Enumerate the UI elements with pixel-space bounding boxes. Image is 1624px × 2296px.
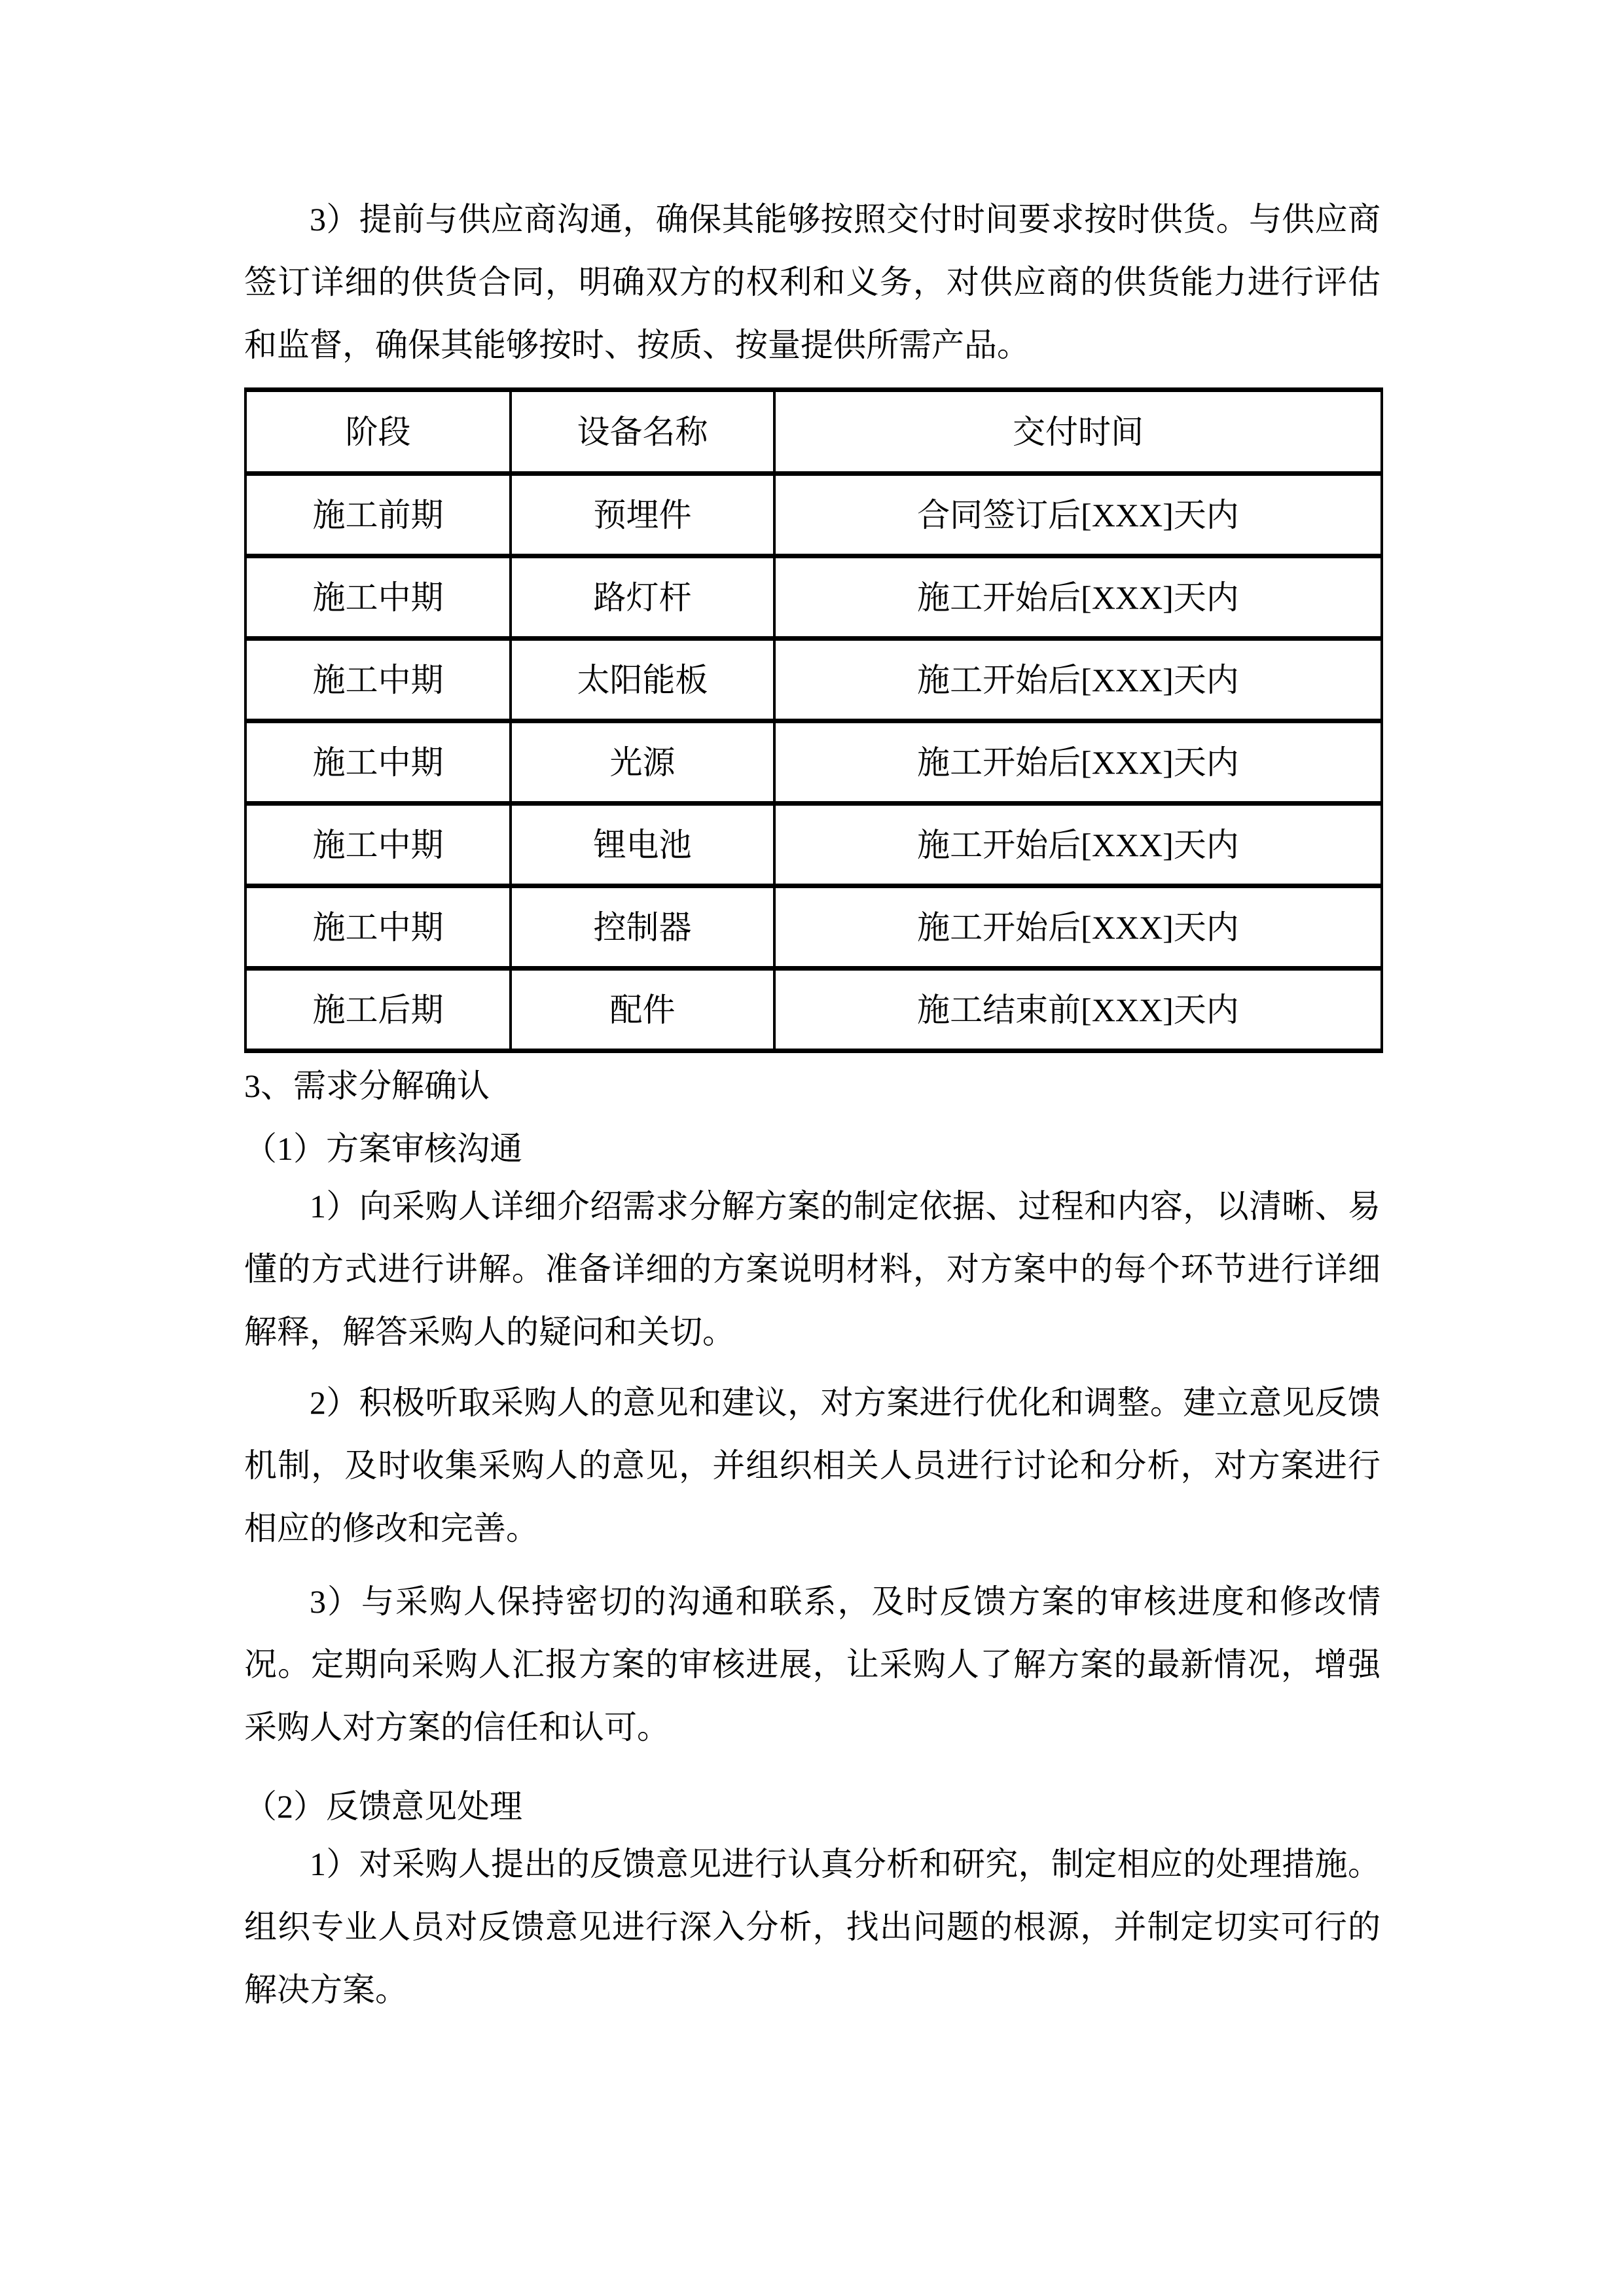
table-cell-equipment: 锂电池 bbox=[511, 804, 774, 886]
table-row bbox=[245, 886, 1382, 969]
paragraph-supplier-delivery: 3）提前与供应商沟通，确保其能够按照交付时间要求按时供货。与供应商签订详细的供货合同，明确双方的权利和义务，对供应商的供货能力进行评估和监督，确保其能够按时、按质、按量提供所需产品。 bbox=[244, 201, 1380, 363]
table-header-row bbox=[245, 390, 1382, 474]
table-cell-delivery-time: 施工开始后[XXX]天内 bbox=[774, 556, 1382, 639]
table-header-stage: 阶段 bbox=[245, 390, 511, 474]
table-cell-equipment: 太阳能板 bbox=[511, 639, 774, 721]
delivery-schedule-table bbox=[244, 387, 1383, 1053]
table-cell-equipment: 配件 bbox=[511, 969, 774, 1051]
table-row bbox=[245, 721, 1382, 804]
table-cell-stage: 施工中期 bbox=[245, 721, 511, 804]
table-cell-delivery-time: 施工开始后[XXX]天内 bbox=[774, 804, 1382, 886]
table-row bbox=[245, 969, 1382, 1051]
table-cell-stage: 施工后期 bbox=[245, 969, 511, 1051]
table-row bbox=[245, 639, 1382, 721]
table-cell-stage: 施工中期 bbox=[245, 886, 511, 969]
table-cell-stage: 施工中期 bbox=[245, 639, 511, 721]
table-row bbox=[245, 474, 1382, 556]
section-heading-requirement-decomposition: 3、需求分解确认 bbox=[244, 1067, 490, 1104]
table-cell-delivery-time: 施工开始后[XXX]天内 bbox=[774, 639, 1382, 721]
table-cell-equipment: 光源 bbox=[511, 721, 774, 804]
subsection-heading-feedback-handling: （2）反馈意见处理 bbox=[244, 1788, 522, 1825]
table-row bbox=[245, 556, 1382, 639]
table-row bbox=[245, 804, 1382, 886]
table-cell-equipment: 路灯杆 bbox=[511, 556, 774, 639]
table-cell-delivery-time: 施工开始后[XXX]天内 bbox=[774, 886, 1382, 969]
paragraph-listen-opinions: 2）积极听取采购人的意见和建议，对方案进行优化和调整。建立意见反馈机制，及时收集采购人的意见，并组织相关人员进行讨论和分析，对方案进行相应的修改和完善。 bbox=[244, 1384, 1380, 1547]
table-cell-stage: 施工中期 bbox=[245, 804, 511, 886]
table-cell-stage: 施工中期 bbox=[245, 556, 511, 639]
paragraph-feedback-analysis: 1）对采购人提出的反馈意见进行认真分析和研究，制定相应的处理措施。组织专业人员对反馈意见进行深入分析，找出问题的根源，并制定切实可行的解决方案。 bbox=[244, 1846, 1380, 2008]
paragraph-plan-introduction: 1）向采购人详细介绍需求分解方案的制定依据、过程和内容，以清晰、易懂的方式进行讲解。准备详细的方案说明材料，对方案中的每个环节进行详细解释，解答采购人的疑问和关切。 bbox=[244, 1188, 1380, 1350]
table-cell-equipment: 控制器 bbox=[511, 886, 774, 969]
table-cell-delivery-time: 施工开始后[XXX]天内 bbox=[774, 721, 1382, 804]
table-cell-delivery-time: 施工结束前[XXX]天内 bbox=[774, 969, 1382, 1051]
table-cell-equipment: 预埋件 bbox=[511, 474, 774, 556]
table-cell-delivery-time: 合同签订后[XXX]天内 bbox=[774, 474, 1382, 556]
paragraph-keep-communication: 3）与采购人保持密切的沟通和联系，及时反馈方案的审核进度和修改情况。定期向采购人汇报方案的审核进展，让采购人了解方案的最新情况，增强采购人对方案的信任和认可。 bbox=[244, 1583, 1380, 1746]
table-header-equipment: 设备名称 bbox=[511, 390, 774, 474]
table-header-delivery-time: 交付时间 bbox=[774, 390, 1382, 474]
subsection-heading-plan-review: （1）方案审核沟通 bbox=[244, 1130, 522, 1167]
table-cell-stage: 施工前期 bbox=[245, 474, 511, 556]
